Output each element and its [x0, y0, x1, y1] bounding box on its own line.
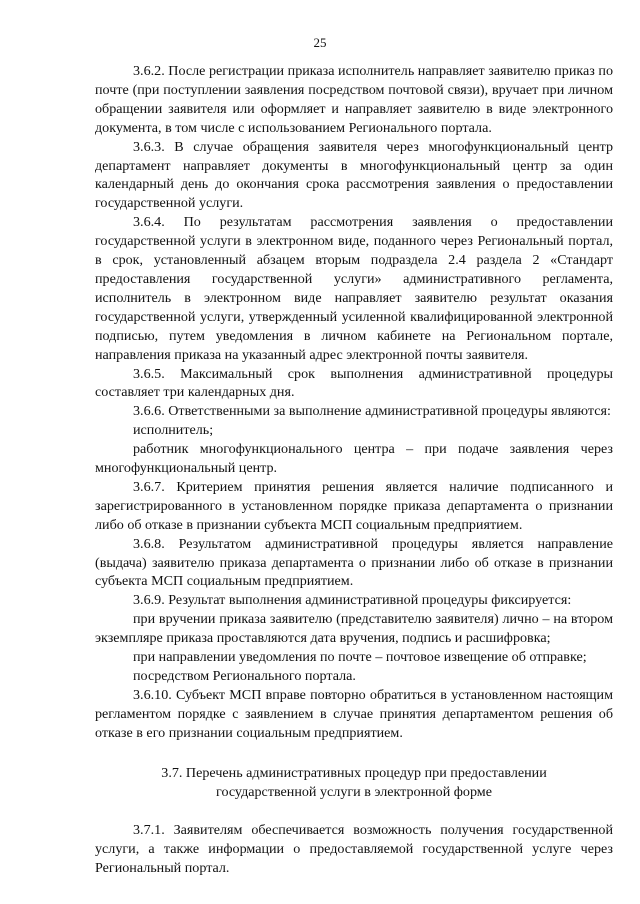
- paragraph-3-6-5: 3.6.5. Максимальный срок выполнения административной процедуры составляет три календарных дня.: [95, 365, 613, 401]
- list-item-in-person: при вручении приказа заявителю (представителю заявителя) лично – на втором экземпляре приказа проставляются дата вручения, подпись и расшифровка;: [95, 611, 613, 647]
- section-heading-line-1: 3.7. Перечень административных процедур при предоставлении: [161, 764, 547, 781]
- list-item-executor: исполнитель;: [133, 422, 214, 439]
- paragraph-3-6-2: 3.6.2. После регистрации приказа исполнитель направляет заявителю приказ по почте (при поступлении заявления посредством почтовой связи), вручает при личном обращении заявителя или оформляет и направляет заявителю в виде электронного документа, в том числе с использованием Регионального портала.: [95, 63, 613, 136]
- page-number: 25: [313, 35, 327, 50]
- document-body: [95, 62, 613, 878]
- paragraph-3-6-7: 3.6.7. Критерием принятия решения является наличие подписанного и зарегистрированного в установленном порядке приказа департамента о признании либо об отказе в признании субъекта МСП социальным предприятием.: [95, 478, 613, 533]
- paragraph-3-7-1: 3.7.1. Заявителям обеспечивается возможность получения государственной услуги, а также информации о предоставляемой государственной услуге через Региональный портал.: [95, 822, 613, 877]
- spacer: [95, 743, 613, 764]
- paragraph-3-6-10: 3.6.10. Субъект МСП вправе повторно обратиться в установленном настоящим регламентом порядке с заявлением в случае принятия департаментом решения об отказе в его признании социальным предприятием.: [95, 686, 613, 741]
- paragraph-3-6-9: 3.6.9. Результат выполнения административной процедуры фиксируется:: [133, 592, 572, 609]
- list-item-portal: посредством Регионального портала.: [133, 668, 356, 684]
- paragraph-3-6-4: 3.6.4. По результатам рассмотрения заявления о предоставлении государственной услуги в электронном виде, поданного через Региональный портал, в срок, установленный абзацем вторым подраздела 2.4 раздела 2 «Стандарт предоставления государственной услуги» административного регламента, исполнитель в электронном виде направляет заявителю результат оказания государственной услуги, утвержденный усиленной квалифицированной электронной подписью, путем уведомления в личном кабинете на Региональном портале, направления приказа на указанный адрес электронной почты заявителя.: [95, 214, 613, 363]
- list-item-mfc-worker: работник многофункционального центра – при подаче заявления через многофункциональный центр.: [95, 441, 613, 477]
- spacer: [95, 801, 613, 821]
- paragraph-3-6-6: 3.6.6. Ответственными за выполнение административной процедуры являются:: [133, 403, 611, 420]
- section-heading-line-2: государственной услуги в электронной форме: [216, 783, 492, 800]
- paragraph-3-6-3: 3.6.3. В случае обращения заявителя через многофункциональный центр департамент направляет документы в многофункциональный центр за один календарный день до окончания срока рассмотрения заявления о предоставлении государственной услуги.: [95, 138, 613, 212]
- list-item-by-mail: при направлении уведомления по почте – почтовое извещение об отправке;: [133, 649, 587, 666]
- paragraph-3-6-8: 3.6.8. Результатом административной процедуры является направление (выдача) заявителю приказа департамента о признании либо об отказе в признании субъекта МСП социальным предприятием.: [95, 535, 613, 590]
